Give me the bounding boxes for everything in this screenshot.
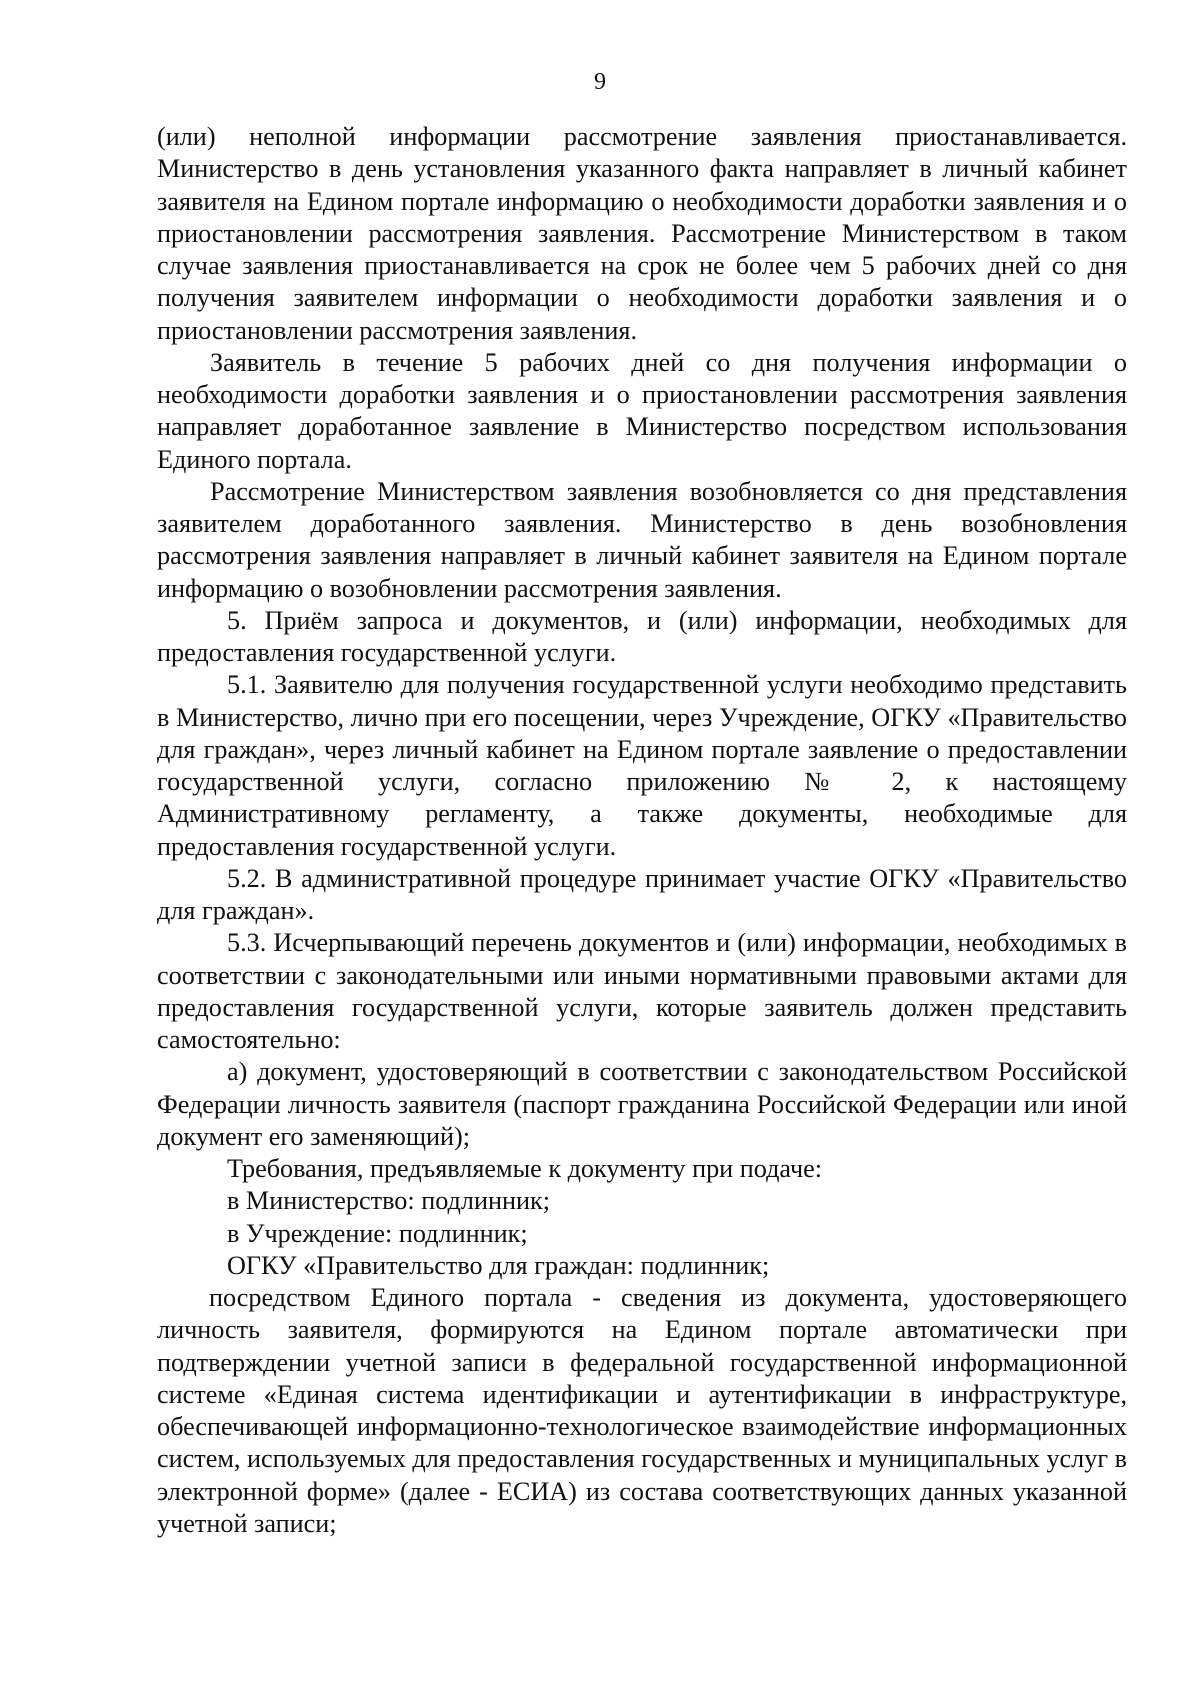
- paragraph-ministry-original: в Министерство: подлинник;: [227, 1186, 550, 1216]
- paragraph-section-5-3: 5.3. Исчерпывающий перечень документов и (или) информации, необходимых в соответствии с законодательными или иными нормативными правовыми актами для предоставления государственной услуги, которые заявитель должен представить самостоятельно:: [157, 928, 1127, 1054]
- paragraph-review-resumption: Рассмотрение Министерством заявления возобновляется со дня представления заявителем доработанного заявления. Министерство в день возобновления рассмотрения заявления направляет в личный кабинет заявителя на Едином портале информацию о возобновлении рассмотрения заявления.: [157, 476, 1127, 603]
- paragraph-item-a: а) документ, удостоверяющий в соответствии с законодательством Российской Федерации личность заявителя (паспорт гражданина Российской Федерации или иной документ его заменяющий);: [157, 1057, 1127, 1151]
- paragraph-suspension-of-review: (или) неполной информации рассмотрение заявления приостанавливается. Министерство в день установления указанного факта направляет в личный кабинет заявителя на Едином портале информацию о необходимости доработки заявления и о приостановлении рассмотрения заявления. Рассмотрение Министерством в таком случае заявления приостанавливается на срок не более чем 5 рабочих дней со дня получения заявителем информации о необходимости доработки заявления и о приостановлении рассмотрения заявления.: [157, 122, 1127, 345]
- document-body: [157, 121, 1127, 1540]
- paragraph-unified-portal-esia: посредством Единого портала - сведения из документа, удостоверяющего личность заявителя, формируются на Едином портале автоматически при подтверждении учетной записи в федеральной государственной информационной системе «Единая система идентификации и аутентификации в инфраструктуре, обеспечивающей информационно-технологическое взаимодействие информационных систем, используемых для предоставления государственных и муниципальных услуг в электронной форме» (далее - ЕСИА) из состава соответствующих данных указанной учетной записи;: [157, 1283, 1127, 1538]
- paragraph-section-5: 5. Приём запроса и документов, и (или) информации, необходимых для предоставления государственной услуги.: [157, 605, 1127, 667]
- paragraph-ogku-original: ОГКУ «Правительство для граждан: подлинник;: [227, 1250, 770, 1280]
- paragraph-section-5-1: 5.1. Заявителю для получения государственной услуги необходимо представить в Министерство, лично при его посещении, через Учреждение, ОГКУ «Правительство для граждан», через личный кабинет на Едином портале заявление о предоставлении государственной услуги, согласно приложению № 2, к настоящему Административному регламенту, а также документы, необходимые для предоставления государственной услуги.: [157, 670, 1127, 861]
- paragraph-institution-original: в Учреждение: подлинник;: [227, 1218, 528, 1248]
- paragraph-applicant-revision: Заявитель в течение 5 рабочих дней со дня получения информации о необходимости доработки заявления и о приостановлении рассмотрения заявления направляет доработанное заявление в Министерство посредством использования Единого портала.: [157, 347, 1127, 474]
- paragraph-requirements: Требования, предъявляемые к документу при подаче:: [227, 1154, 823, 1183]
- page-number: 9: [594, 69, 606, 95]
- paragraph-section-5-2: 5.2. В административной процедуре принимает участие ОГКУ «Правительство для граждан».: [157, 863, 1127, 925]
